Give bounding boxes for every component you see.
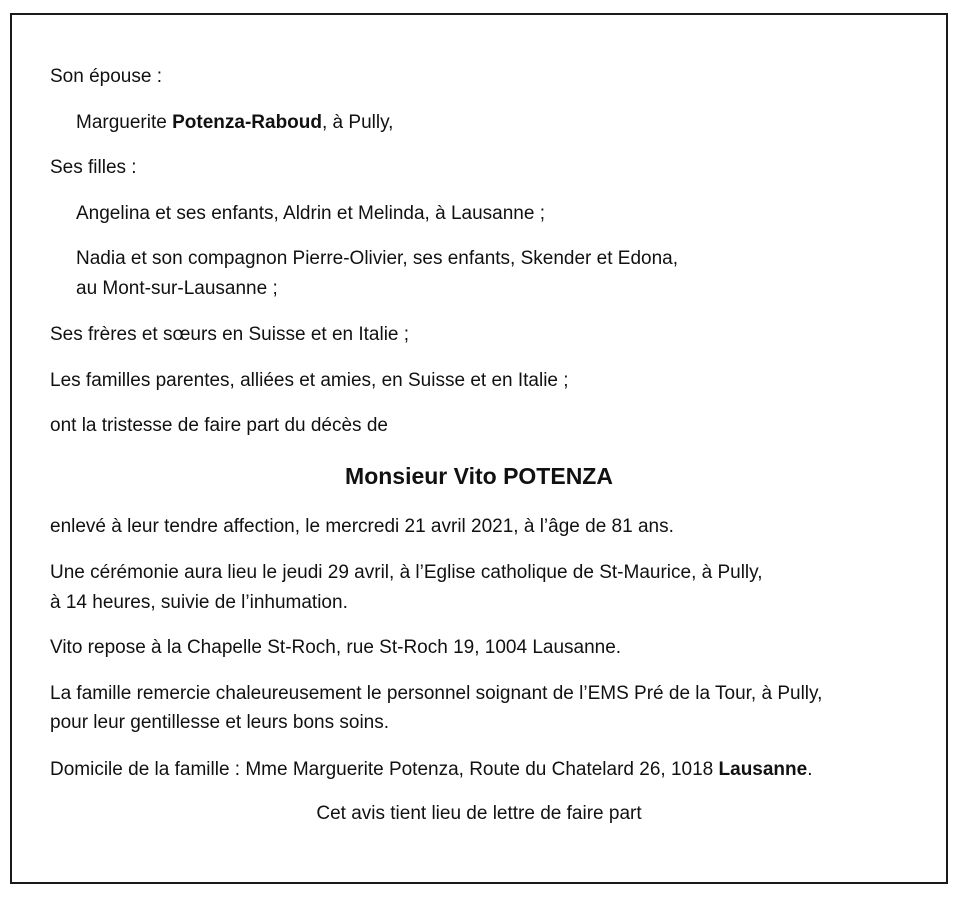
announcement-line: ont la tristesse de faire part du décès de <box>50 415 388 436</box>
obituary-notice <box>10 13 948 884</box>
daughters-label: Ses filles : <box>50 157 137 178</box>
daughter-entry-2-line-1: Nadia et son compagnon Pierre-Olivier, ses enfants, Skender et Edona, <box>76 248 679 269</box>
resting-place-line: Vito repose à la Chapelle St-Roch, rue St-Roch 19, 1004 Lausanne. <box>50 637 622 658</box>
families-line: Les familles parentes, alliées et amies, en Suisse et en Italie ; <box>50 370 569 391</box>
thanks-line-2: pour leur gentillesse et leurs bons soins. <box>50 712 390 733</box>
domicile-line <box>50 755 813 785</box>
spouse-label: Son épouse : <box>50 66 162 87</box>
ceremony-line-2: à 14 heures, suivie de l’inhumation. <box>50 592 348 613</box>
spouse-first-name: Marguerite <box>76 112 173 133</box>
deceased-name-heading: Monsieur Vito POTENZA <box>345 463 613 489</box>
ceremony-line-1: Une cérémonie aura lieu le jeudi 29 avril, à l’Eglise catholique de St-Maurice, à Pully, <box>50 562 763 583</box>
daughter-entry-1: Angelina et ses enfants, Aldrin et Melinda, à Lausanne ; <box>76 203 545 224</box>
siblings-line: Ses frères et sœurs en Suisse et en Italie ; <box>50 324 410 345</box>
domicile-address: Domicile de la famille : Mme Marguerite Potenza, Route du Chatelard 26, 1018 <box>50 759 719 780</box>
domicile-city: Lausanne <box>718 759 808 780</box>
spouse-location: , à Pully, <box>322 112 394 133</box>
passing-line: enlevé à leur tendre affection, le mercredi 21 avril 2021, à l’âge de 81 ans. <box>50 516 674 537</box>
thanks-line-1: La famille remercie chaleureusement le personnel soignant de l’EMS Pré de la Tour, à Pully, <box>50 683 823 704</box>
footer-note: Cet avis tient lieu de lettre de faire part <box>316 803 642 824</box>
daughter-entry-2-line-2: au Mont-sur-Lausanne ; <box>76 278 278 299</box>
spouse-entry <box>76 108 393 138</box>
domicile-suffix: . <box>807 759 813 780</box>
spouse-surname: Potenza-Raboud <box>172 112 322 133</box>
